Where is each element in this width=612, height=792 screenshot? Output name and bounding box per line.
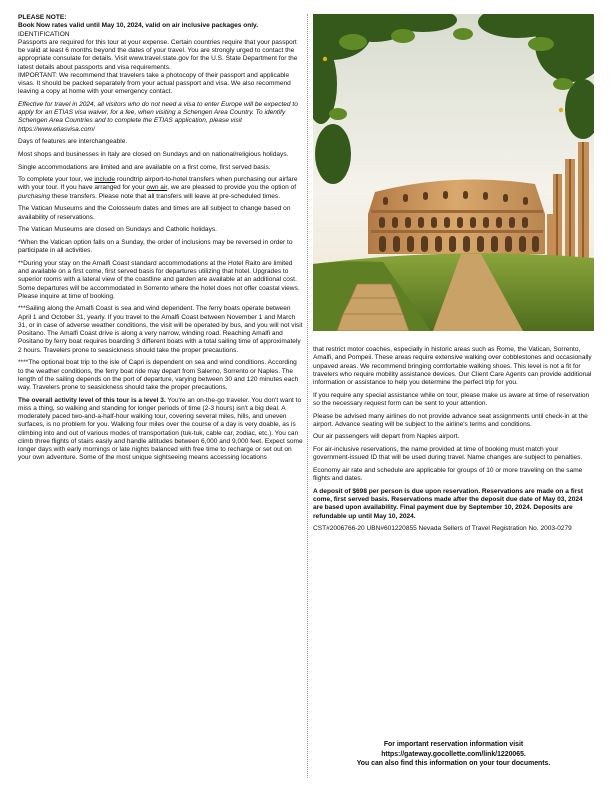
column-divider <box>307 14 308 778</box>
book-now-note: Book Now rates valid until May 10, 2024, valid on air inclusive packages only. <box>18 22 259 30</box>
transfers-text-4: these transfers. Please note that all transfers will leave at pre-scheduled times. <box>50 192 281 200</box>
transfers-purchasing: purchasing <box>18 192 51 200</box>
activity-level-continued: that restrict motor coaches, especially in historic areas such as Rome, the Vatican, Sorrento, Amalfi, and Pompeii. These areas require extensive walking over cobblestones and occasionally unpaved areas. We recommend bringing comfortable walking shoes. This level is not a fit for travelers who require mobility assistance devices. Our Client Care Agents can provide additional information or assistance to help you determine the perfect trip for you. <box>313 346 592 386</box>
seat-assignments-note: Please be advised many airlines do not provide advance seat assignments until check-in at the airport. Advance seating will be subject to the airline's terms and conditions. <box>313 412 588 428</box>
colosseum-illustration <box>313 14 594 331</box>
right-column <box>313 346 594 538</box>
transfers-text-2: roundtrip airport-to-hotel transfers when purchasing our airfare with your tour. If you have arranged for your <box>18 176 298 192</box>
amalfi-sailing-note: ***Sailing along the Amalfi Coast is sea and wind dependent. The ferry boats operate between April 1 and October 31, yearly. If you travel to the Amalfi Coast between November 1 and March 31, or in case of adverse weather conditions, the visit will be operated by bus, and you will not visit Positano. The Amalfi Coast drive is along a very narrow, winding road. Reaching Amalfi and Positano by ferry boat requires boarding 3 different boats with a total sailing time of approximately 2 hours. Travelers prone to seasickness should take the proper precautions. <box>18 305 303 354</box>
vatican-dates-note: The Vatican Museums and the Colosseum dates and times are all subject to change based on availability of reservations. <box>18 205 291 221</box>
activity-level-text: You're an on-the-go traveler. You don't want to miss a thing, so walking and standing for longer periods of time (2-3 hours) isn't a big deal. A moderately paced two-and-a-half-hour walking tour, covering several miles, hills, and uneven surfaces, is no problem for you. Walking four miles over the course of a day is very doable, as is climbing into and out of various modes of transportation (tuk-tuk, cable car, zodiac, etc.). You can climb three flights of stairs easily and handle altitudes between 6,000 and 9,000 feet. Expect some longer days with early mornings or late nights balanced with free time to recharge or set out on your own adventure. Some of the most unique sightseeing means accessing locations <box>18 396 303 462</box>
footer-line-3: You can also find this information on your tour documents. <box>356 760 551 768</box>
please-note-heading: PLEASE NOTE: <box>18 14 67 21</box>
identification-text: Passports are required for this tour at your expense. Certain countries require that your passport be valid at least 6 months beyond the dates of your travel. You are strongly urged to contact the appropriate consulate for details. Visit www.travel.state.gov for the U.S. State Department for the latest details about passports and visa requirements. <box>18 38 298 71</box>
etias-note: Effective for travel in 2024, all visitors who do not need a visa to enter Europe will be expected to apply for an ETIAS visa waiver, for a fee, when visiting a Schengen Area Country. To identify Schengen Area Countries and to complete the ETIAS application, please visit https://www.etiasvisa.com/ <box>18 100 298 133</box>
special-assistance-note: If you require any special assistance while on tour, please make us aware at time of reservation so the necessary request form can be sent to your attention. <box>313 391 590 407</box>
registration-note: CST#2006766-20 UBN#601220855 Nevada Sellers of Travel Registration No. 2003-0279 <box>313 525 572 533</box>
economy-air-note: Economy air rate and schedule are applicable for groups of 10 or more traveling on the same flights and dates. <box>313 466 583 483</box>
footer-line-1: For important reservation information visit <box>383 741 524 748</box>
activity-level-note <box>18 397 304 463</box>
vatican-closed-note: The Vatican Museums are closed on Sundays and Catholic holidays. <box>18 226 217 234</box>
left-column <box>18 14 304 467</box>
naples-departure-note: Our air passengers will depart from Naples airport. <box>313 433 460 441</box>
vatican-sunday-note: *When the Vatican option falls on a Sunday, the order of inclusions may be reversed in order to participate in all activities. <box>18 238 293 255</box>
transfers-own-air: own air <box>146 184 168 192</box>
name-match-note: For air-inclusive reservations, the name provided at time of booking must match your government-issued ID that will be used during travel. Name changes are subject to penalties. <box>313 446 583 462</box>
transfers-note <box>18 176 304 201</box>
transfers-text-3: , we are pleased to provide you the option of <box>167 184 297 192</box>
amalfi-hotel-note: **During your stay on the Amalfi Coast standard accommodations at the Hotel Raito are limited and available on a first come, first served basis for departures utilizing that hotel. Upgrades to superior rooms with a lateral view of the coastline and garden are available at an additional cost. Some departures will be accommodated in Sorrento where the hotel does not offer coastal views. Please inquire at time of booking. <box>18 259 300 300</box>
capri-boat-note: ****The optional boat trip to the isle of Capri is dependent on sea and wind conditions. According to the weather conditions, the ferry boat ride may depart from Salerno, Sorrento or Naples. The length of the sailing depends on the port of departure, varying between 30 and 120 minutes each way. Travelers prone to seasickness should take the proper precautions. <box>18 359 299 392</box>
reservation-footer <box>313 740 594 769</box>
footer-link[interactable]: https://gateway.gocollette.com/link/1220065. <box>381 750 526 758</box>
single-accommodations-note: Single accommodations are limited and are available on a first come, first served basis. <box>18 163 271 171</box>
deposit-note: A deposit of $698 per person is due upon reservation. Reservations are made on a first come, first served basis. Reservations made after the deposit due date of May 03, 2024 are based upon availability. Final payment due by September 10, 2024. Deposits are refundable up until May 10, 2024. <box>313 487 584 520</box>
transfers-include: include <box>94 176 116 184</box>
transfers-text-1: To complete your tour, we <box>18 176 95 184</box>
shops-closed-note: Most shops and businesses in Italy are closed on Sundays and on national/religious holidays. <box>18 150 289 158</box>
activity-level-bold: The overall activity level of this tour is a level 3. <box>18 396 166 404</box>
colosseum-photo <box>313 14 594 331</box>
important-note: IMPORTANT: We recommend that travelers take a photocopy of their passport and applicable visas. It should be packed separately from your actual passport and visa. We also recommend leaving a copy at home with your emergency contact. <box>18 71 291 96</box>
identification-heading: IDENTIFICATION <box>18 30 70 38</box>
days-features-note: Days of features are interchangeable. <box>18 138 128 146</box>
